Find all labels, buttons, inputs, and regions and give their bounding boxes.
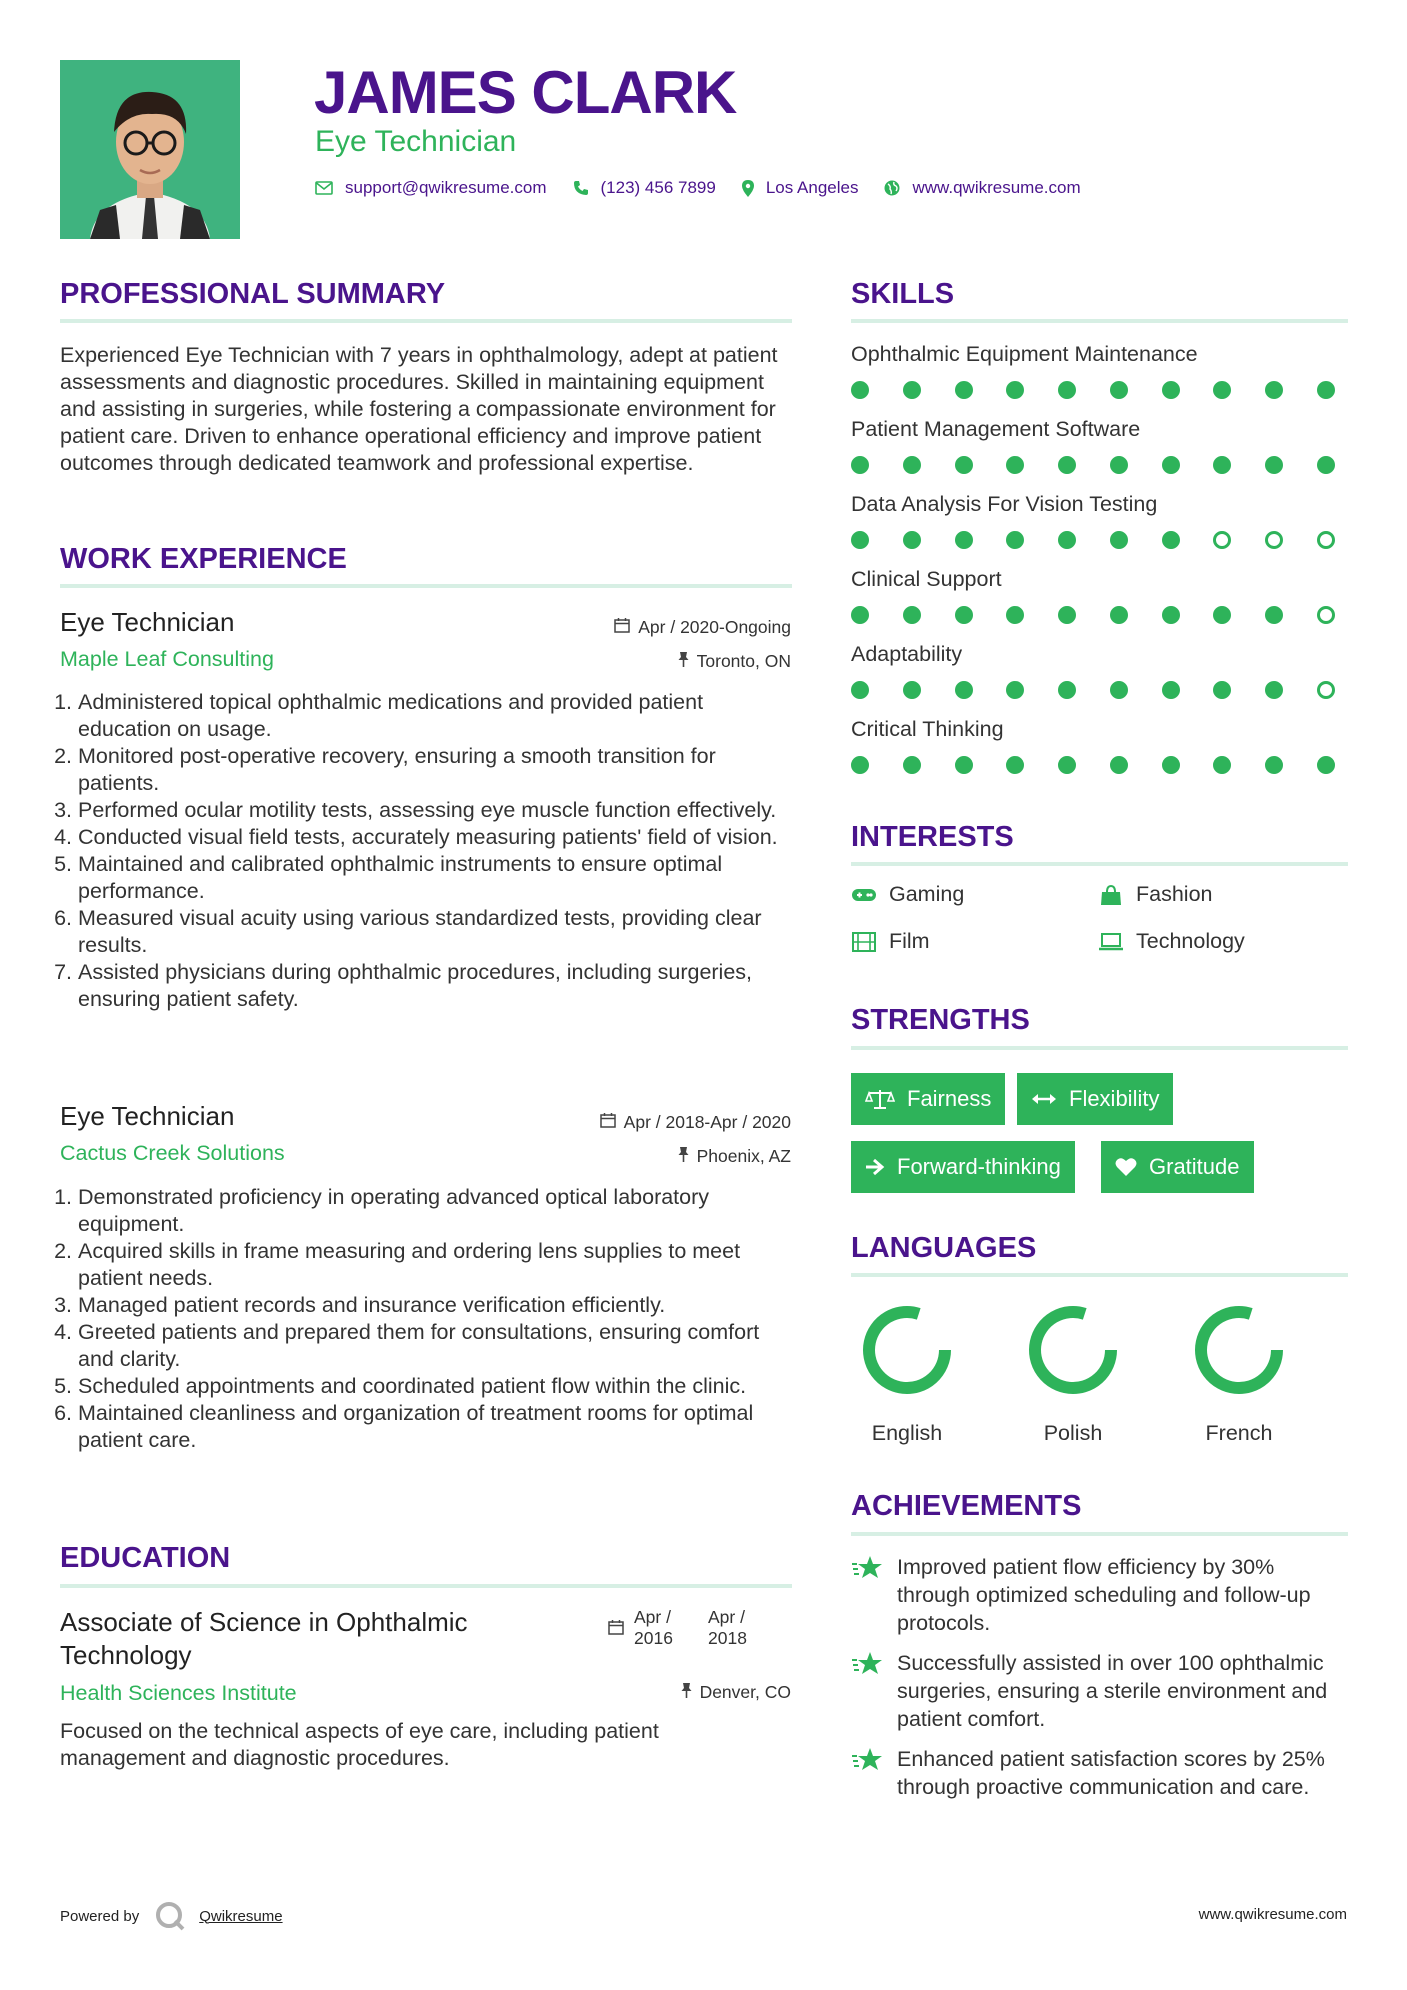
pushpin-icon xyxy=(681,1681,692,1703)
rating-dot-filled xyxy=(1058,381,1076,399)
phone-icon xyxy=(573,180,589,196)
list-item: 7. Assisted physicians during ophthalmic procedures, including surgeries, ensuring patient safety. xyxy=(78,959,800,1013)
achievements-heading: ACHIEVEMENTS xyxy=(851,1490,1082,1522)
rating-dot-filled xyxy=(1006,456,1024,474)
strength-tag-fairness xyxy=(851,1073,1005,1125)
job-duties xyxy=(60,1184,800,1454)
rating-dot-filled xyxy=(1162,606,1180,624)
rating-dot-filled xyxy=(1317,381,1335,399)
job-location xyxy=(678,1145,791,1167)
phone-number[interactable]: (123) 456 7899 xyxy=(600,178,716,197)
language-level-ring xyxy=(847,1300,967,1400)
list-item: 3. Managed patient records and insurance verification efficiently. xyxy=(78,1292,800,1319)
interest-technology xyxy=(1098,929,1245,954)
skill-rating xyxy=(851,456,1335,474)
rating-dot-filled xyxy=(1058,681,1076,699)
envelope-icon xyxy=(315,181,333,195)
rating-dot-filled xyxy=(955,681,973,699)
interest-label: Fashion xyxy=(1136,882,1213,906)
rating-dot-filled xyxy=(955,381,973,399)
rating-dot-filled xyxy=(1006,756,1024,774)
laptop-icon xyxy=(1098,931,1124,953)
interests-heading: INTERESTS xyxy=(851,821,1014,853)
interest-gaming xyxy=(851,882,964,907)
achievement-text: Successfully assisted in over 100 ophthalmic surgeries, ensuring a sterile environment and patient comfort. xyxy=(897,1651,1328,1731)
powered-by-label: Powered by xyxy=(60,1907,140,1925)
skill-item xyxy=(851,715,1335,775)
job-dates xyxy=(614,616,791,638)
language-level-ring xyxy=(1013,1300,1133,1400)
rating-dot-filled xyxy=(903,531,921,549)
rating-dot-filled xyxy=(1006,606,1024,624)
gamepad-icon xyxy=(851,884,877,906)
rating-dot-empty xyxy=(1265,531,1283,549)
list-item: 6. Measured visual acuity using various standardized tests, providing clear results. xyxy=(78,905,800,959)
rating-dot-filled xyxy=(1058,756,1076,774)
strength-tag-gratitude xyxy=(1101,1141,1254,1193)
rating-dot-empty xyxy=(1213,531,1231,549)
rating-dot-filled xyxy=(851,531,869,549)
strength-label: Fairness xyxy=(907,1086,992,1111)
avatar xyxy=(60,60,240,239)
list-item: 3. Performed ocular motility tests, assessing eye muscle function effectively. xyxy=(78,797,800,824)
rating-dot-filled xyxy=(903,681,921,699)
rating-dot-filled xyxy=(851,756,869,774)
skills-heading: SKILLS xyxy=(851,278,955,310)
section-divider xyxy=(60,1584,792,1588)
section-divider xyxy=(60,584,792,588)
rating-dot-filled xyxy=(1162,681,1180,699)
language-label: English xyxy=(871,1421,943,1445)
interest-film xyxy=(851,929,930,954)
job-location xyxy=(678,650,791,672)
list-item: 1. Administered topical ophthalmic medications and provided patient education on usage. xyxy=(78,689,800,743)
company-name: Maple Leaf Consulting xyxy=(60,647,274,671)
rating-dot-filled xyxy=(1213,456,1231,474)
skill-rating xyxy=(851,756,1335,774)
contact-bar xyxy=(315,178,1107,198)
list-item: 2. Monitored post-operative recovery, ensuring a smooth transition for patients. xyxy=(78,743,800,797)
education-description: Focused on the technical aspects of eye care, including patient management and diagnostic procedures. xyxy=(60,1719,659,1770)
skill-item xyxy=(851,415,1335,490)
rating-dot-empty xyxy=(1317,531,1335,549)
profile-photo xyxy=(60,60,240,239)
rating-dot-empty xyxy=(1317,606,1335,624)
company-name: Cactus Creek Solutions xyxy=(60,1141,285,1165)
film-icon xyxy=(851,931,877,953)
rating-dot-filled xyxy=(851,681,869,699)
job-location-text: Phoenix, AZ xyxy=(696,1146,791,1166)
rating-dot-filled xyxy=(1317,756,1335,774)
rating-dot-filled xyxy=(903,456,921,474)
arrows-horizontal-icon xyxy=(1031,1092,1057,1106)
map-pin-icon xyxy=(742,180,754,197)
rating-dot-filled xyxy=(1110,681,1128,699)
rating-dot-filled xyxy=(955,756,973,774)
list-item: 6. Maintained cleanliness and organization of treatment rooms for optimal patient care. xyxy=(78,1400,800,1454)
section-divider xyxy=(851,1532,1348,1536)
section-divider xyxy=(60,319,792,323)
heart-icon xyxy=(1115,1157,1137,1177)
education-end-date: Apr / 2018 xyxy=(708,1607,747,1648)
strength-label: Flexibility xyxy=(1069,1086,1160,1111)
skill-rating xyxy=(851,381,1335,399)
balance-scale-icon xyxy=(865,1088,895,1110)
language-label: Polish xyxy=(1043,1421,1103,1445)
interest-fashion xyxy=(1098,882,1213,907)
rating-dot-filled xyxy=(1110,756,1128,774)
strength-tag-forward-thinking xyxy=(851,1141,1075,1193)
location-text: Los Angeles xyxy=(765,178,859,197)
rating-dot-filled xyxy=(1058,531,1076,549)
rating-dot-filled xyxy=(1213,756,1231,774)
rating-dot-filled xyxy=(903,381,921,399)
job-title: Eye Technician xyxy=(315,125,517,158)
section-divider xyxy=(851,862,1348,866)
footer-website-link[interactable]: www.qwikresume.com xyxy=(1198,1906,1347,1923)
star-trophy-icon xyxy=(851,1745,885,1801)
rating-dot-filled xyxy=(1162,531,1180,549)
pushpin-icon xyxy=(678,650,689,672)
language-level-arc xyxy=(869,1312,945,1388)
section-divider xyxy=(851,1046,1348,1050)
rating-dot-filled xyxy=(1265,606,1283,624)
star-trophy-icon xyxy=(851,1649,885,1733)
skill-item xyxy=(851,490,1335,565)
job-dates xyxy=(600,1111,791,1133)
achievement-item xyxy=(851,1649,1348,1733)
rating-dot-filled xyxy=(1110,606,1128,624)
languages-heading: LANGUAGES xyxy=(851,1232,1037,1264)
list-item: 2. Acquired skills in frame measuring and ordering lens supplies to meet patient needs. xyxy=(78,1238,800,1292)
rating-dot-empty xyxy=(1317,681,1335,699)
education-location-text: Denver, CO xyxy=(699,1682,791,1702)
rating-dot-filled xyxy=(1213,606,1231,624)
achievement-text: Improved patient flow efficiency by 30% through optimized scheduling and follow-up protocols. xyxy=(897,1555,1311,1635)
qwikresume-logo-icon xyxy=(155,1901,185,1931)
achievements-list xyxy=(851,1553,1348,1801)
section-divider xyxy=(851,319,1348,323)
section-divider xyxy=(851,1273,1348,1277)
experience-heading: WORK EXPERIENCE xyxy=(60,543,347,575)
shopping-bag-icon xyxy=(1098,884,1124,906)
rating-dot-filled xyxy=(1110,381,1128,399)
summary-text: Experienced Eye Technician with 7 years in ophthalmology, adept at patient assessments and diagnostic procedures. Skilled in maintaining equipment and assisting in surgeries, while fostering a compassionate environment for patient care. Driven to enhance operational efficiency and improve patient outcomes through dedicated teamwork and professional expertise. xyxy=(60,343,778,475)
list-item: 5. Maintained and calibrated ophthalmic instruments to ensure optimal performance. xyxy=(78,851,800,905)
language-item xyxy=(1179,1300,1299,1446)
interest-label: Technology xyxy=(1136,929,1245,953)
skill-item xyxy=(851,565,1335,640)
skills-list xyxy=(851,340,1335,775)
skill-name: Ophthalmic Equipment Maintenance xyxy=(851,342,1198,366)
arrow-right-icon xyxy=(865,1158,885,1176)
skill-item xyxy=(851,640,1335,715)
website-link[interactable]: www.qwikresume.com xyxy=(912,178,1081,197)
interest-label: Film xyxy=(889,929,930,953)
skill-rating xyxy=(851,531,1335,549)
rating-dot-filled xyxy=(1317,456,1335,474)
pushpin-icon xyxy=(678,1145,689,1167)
qwikresume-link[interactable]: Qwikresume xyxy=(199,1907,283,1925)
skill-item xyxy=(851,340,1335,415)
calendar-icon xyxy=(614,616,630,638)
language-item xyxy=(1013,1300,1133,1446)
achievement-text: Enhanced patient satisfaction scores by 25% through proactive communication and care. xyxy=(897,1747,1325,1799)
candidate-name: JAMES CLARK xyxy=(314,59,737,126)
rating-dot-filled xyxy=(851,456,869,474)
rating-dot-filled xyxy=(1058,456,1076,474)
list-item: 5. Scheduled appointments and coordinated patient flow within the clinic. xyxy=(78,1373,800,1400)
job-role: Eye Technician xyxy=(60,1101,235,1131)
skill-name: Critical Thinking xyxy=(851,717,1004,741)
rating-dot-filled xyxy=(1213,681,1231,699)
achievement-item xyxy=(851,1553,1348,1637)
achievement-item xyxy=(851,1745,1348,1801)
calendar-icon xyxy=(600,1111,616,1133)
strength-tag-flexibility xyxy=(1017,1073,1173,1125)
list-item: 1. Demonstrated proficiency in operating advanced optical laboratory equipment. xyxy=(78,1184,800,1238)
rating-dot-filled xyxy=(1006,681,1024,699)
job-location-text: Toronto, ON xyxy=(696,651,791,671)
job-role: Eye Technician xyxy=(60,607,235,637)
calendar-icon xyxy=(608,1619,624,1640)
strengths-heading: STRENGTHS xyxy=(851,1004,1030,1036)
education-start-date: Apr / 2016 xyxy=(634,1607,673,1648)
language-level-arc xyxy=(1035,1312,1111,1388)
education-heading: EDUCATION xyxy=(60,1542,231,1574)
skill-name: Adaptability xyxy=(851,642,963,666)
skill-name: Clinical Support xyxy=(851,567,1002,591)
rating-dot-filled xyxy=(1265,681,1283,699)
rating-dot-filled xyxy=(1265,456,1283,474)
list-item: 4. Conducted visual field tests, accurately measuring patients' field of vision. xyxy=(78,824,800,851)
skill-name: Patient Management Software xyxy=(851,417,1141,441)
strength-label: Gratitude xyxy=(1149,1154,1240,1179)
rating-dot-filled xyxy=(1006,381,1024,399)
rating-dot-filled xyxy=(1213,381,1231,399)
education-dates xyxy=(608,1607,770,1649)
rating-dot-filled xyxy=(1162,381,1180,399)
rating-dot-filled xyxy=(1265,381,1283,399)
rating-dot-filled xyxy=(955,531,973,549)
rating-dot-filled xyxy=(1110,531,1128,549)
job-dates-text: Apr / 2020-Ongoing xyxy=(638,617,791,637)
language-level-ring xyxy=(1179,1300,1299,1400)
list-item: 4. Greeted patients and prepared them for consultations, ensuring comfort and clarity. xyxy=(78,1319,800,1373)
education-location xyxy=(681,1681,791,1703)
rating-dot-filled xyxy=(1006,531,1024,549)
summary-heading: PROFESSIONAL SUMMARY xyxy=(60,278,446,310)
skill-name: Data Analysis For Vision Testing xyxy=(851,492,1158,516)
degree-name: Associate of Science in Ophthalmic Technology xyxy=(60,1607,468,1670)
interest-label: Gaming xyxy=(889,882,965,906)
rating-dot-filled xyxy=(903,756,921,774)
rating-dot-filled xyxy=(955,456,973,474)
rating-dot-filled xyxy=(851,606,869,624)
job-dates-text: Apr / 2018-Apr / 2020 xyxy=(623,1112,791,1132)
skill-rating xyxy=(851,681,1335,699)
language-label: French xyxy=(1205,1421,1273,1445)
language-item xyxy=(847,1300,967,1446)
skill-rating xyxy=(851,606,1335,624)
school-name: Health Sciences Institute xyxy=(60,1681,297,1705)
languages-list xyxy=(851,1300,1348,1450)
rating-dot-filled xyxy=(903,606,921,624)
email-link[interactable]: support@qwikresume.com xyxy=(345,178,547,197)
globe-icon xyxy=(884,180,900,196)
rating-dot-filled xyxy=(1058,606,1076,624)
rating-dot-filled xyxy=(1162,456,1180,474)
rating-dot-filled xyxy=(1110,456,1128,474)
rating-dot-filled xyxy=(1265,756,1283,774)
footer-powered-by xyxy=(60,1901,283,1931)
rating-dot-filled xyxy=(1162,756,1180,774)
strength-label: Forward-thinking xyxy=(897,1154,1061,1179)
language-level-arc xyxy=(1201,1312,1277,1388)
rating-dot-filled xyxy=(851,381,869,399)
job-duties xyxy=(60,689,800,1013)
rating-dot-filled xyxy=(955,606,973,624)
star-trophy-icon xyxy=(851,1553,885,1637)
